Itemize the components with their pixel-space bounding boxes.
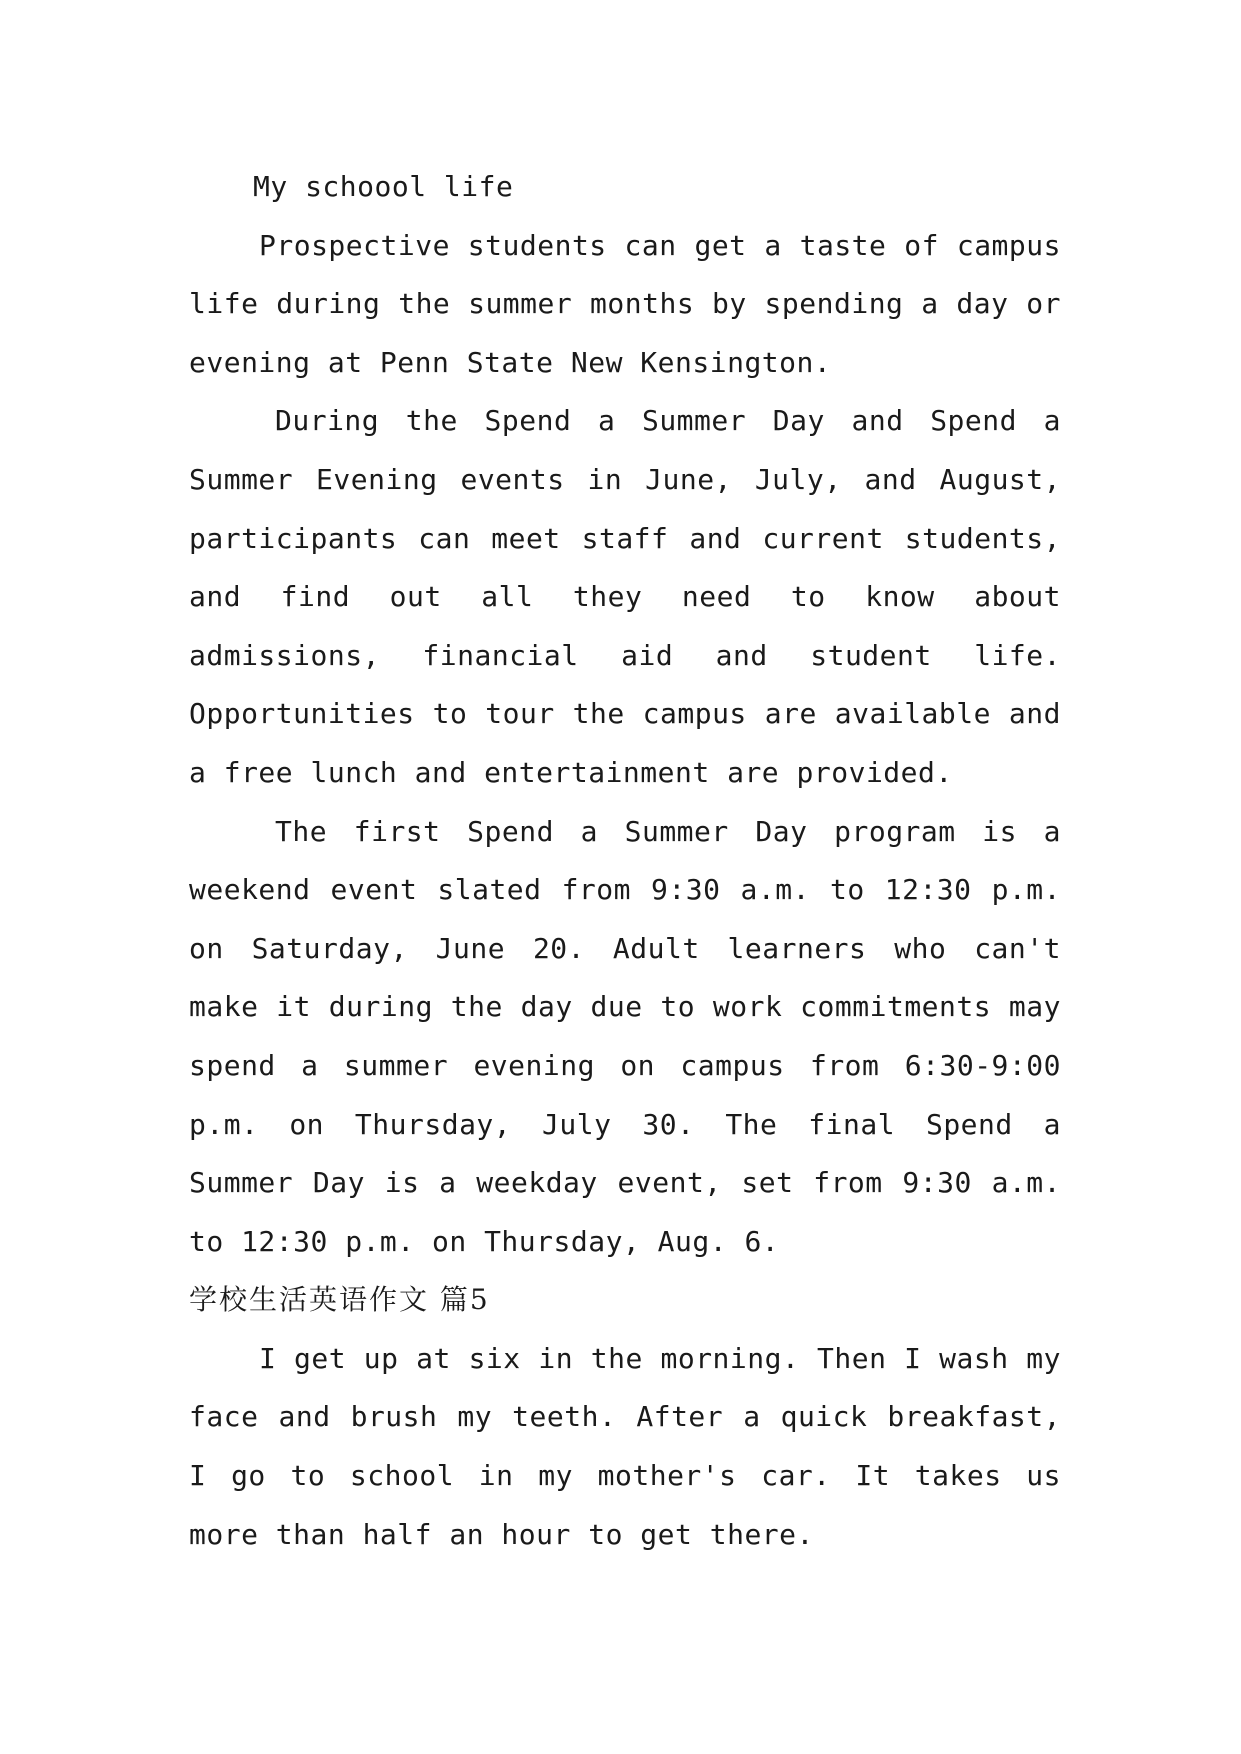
paragraph: Prospective students can get a taste of campus life during the summer months by spending a day or evening at Penn State New Kensington. [189,228,1061,379]
paragraph: The first Spend a Summer Day program is a weekend event slated from 9:30 a.m. to 12:30 p.m. on Saturday, June 20. Adult learners who can't make it during the day due to work commitments may spend a summer evening on campus from 6:30-9:00 p.m. on Thursday, July 30. The final Spend a Summer Day is a weekday event, set from 9:30 a.m. to 12:30 p.m. on Thursday, Aug. 6. [189,814,1061,1258]
section-heading: 学校生活英语作文 篇5 [189,1283,490,1317]
essay-title: My schoool life [253,170,514,203]
paragraph: During the Spend a Summer Day and Spend a Summer Evening events in June, July, and August, participants can meet staff and current students, and find out all they need to know about admissions, financial aid and student life. Opportunities to tour the campus are available and a free lunch and entertainment are provided. [189,404,1061,789]
paragraph: I get up at six in the morning. Then I wash my face and brush my teeth. After a quick breakfast, I go to school in my mother's car. It takes us more than half an hour to get there. [189,1341,1061,1551]
document-body [189,158,1061,1564]
